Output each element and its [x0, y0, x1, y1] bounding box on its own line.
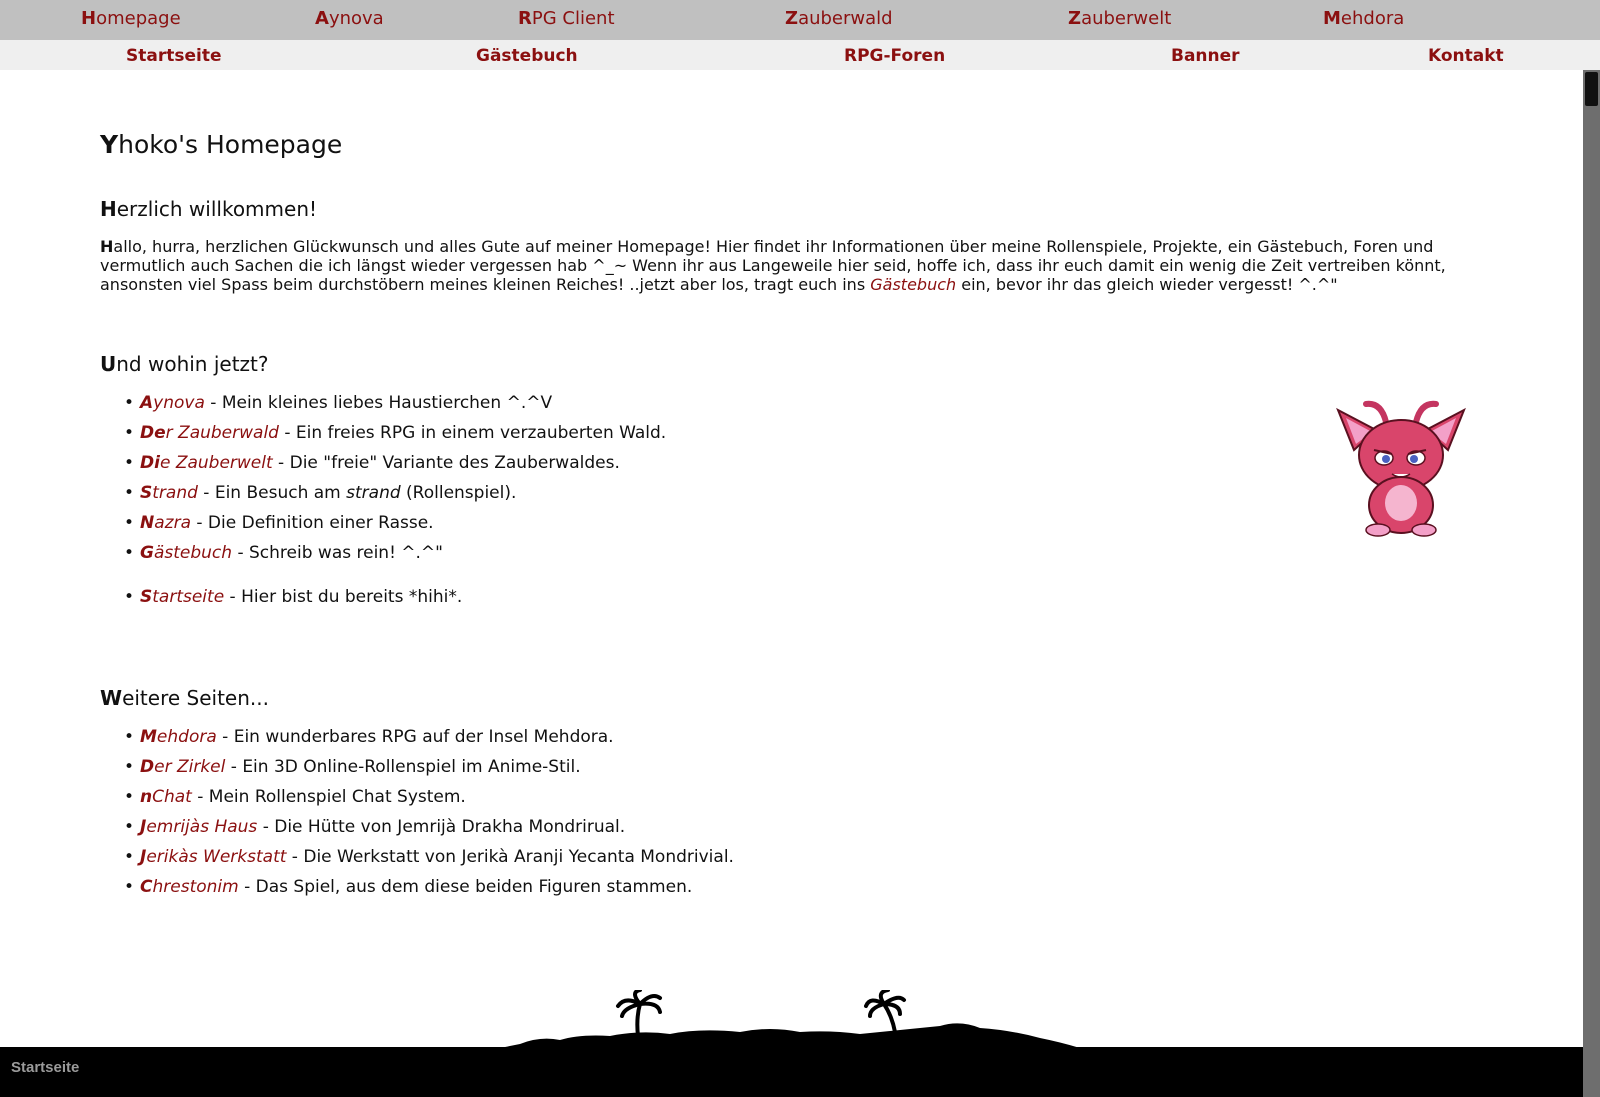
scrollbar[interactable]: [1583, 70, 1600, 1097]
top-nav-homepage[interactable]: Homepage: [81, 8, 181, 29]
list-item: • Die Zauberwelt - Die "freie" Variante des Zauberwaldes.: [124, 452, 1500, 474]
where-next-list: [124, 392, 1500, 608]
link-zauberwelt[interactable]: Die Zauberwelt: [140, 453, 273, 473]
link-gaestebuch[interactable]: Gästebuch: [140, 543, 233, 563]
top-nav-zauberwelt[interactable]: Zauberwelt: [1068, 8, 1172, 29]
sub-nav-banner[interactable]: Banner: [1171, 46, 1240, 66]
link-der-zirkel[interactable]: Der Zirkel: [140, 757, 226, 777]
list-item: • Mehdora - Ein wunderbares RPG auf der Insel Mehdora.: [124, 726, 1500, 748]
top-nav: [0, 0, 1600, 40]
island-silhouette: [500, 990, 1080, 1050]
list-item: • Chrestonim - Das Spiel, aus dem diese beiden Figuren stammen.: [124, 876, 1500, 898]
list-item: • Nazra - Die Definition einer Rasse.: [124, 512, 1500, 534]
sub-nav: [0, 40, 1600, 70]
sub-nav-gaestebuch[interactable]: Gästebuch: [476, 46, 578, 66]
list-item: • Jemrijàs Haus - Die Hütte von Jemrijà Drakha Mondrirual.: [124, 816, 1500, 838]
list-item: • Der Zauberwald - Ein freies RPG in einem verzauberten Wald.: [124, 422, 1500, 444]
list-item: • Startseite - Hier bist du bereits *hihi*.: [124, 586, 1500, 608]
link-nchat[interactable]: nChat: [140, 787, 192, 807]
link-jerikas-werkstatt[interactable]: Jerikàs Werkstatt: [140, 847, 287, 867]
guestbook-link[interactable]: Gästebuch: [870, 275, 957, 294]
list-item: • Gästebuch - Schreib was rein! ^.^": [124, 542, 1500, 564]
link-strand[interactable]: Strand: [140, 483, 198, 503]
link-startseite[interactable]: Startseite: [140, 587, 225, 607]
sub-nav-rpg-foren[interactable]: RPG-Foren: [844, 46, 946, 66]
link-mehdora[interactable]: Mehdora: [140, 727, 217, 747]
top-nav-mehdora[interactable]: Mehdora: [1323, 8, 1405, 29]
footer-bar: [0, 1047, 1583, 1097]
sub-nav-kontakt[interactable]: Kontakt: [1428, 46, 1504, 66]
top-nav-zauberwald[interactable]: Zauberwald: [785, 8, 893, 29]
more-pages-heading: Weitere Seiten...: [100, 686, 269, 710]
welcome-heading: Herzlich willkommen!: [100, 197, 318, 221]
top-nav-rpg-client[interactable]: RPG Client: [518, 8, 615, 29]
page-title: Yhoko's Homepage: [100, 130, 343, 159]
link-jemrijas-haus[interactable]: Jemrijàs Haus: [140, 817, 258, 837]
sub-nav-startseite[interactable]: Startseite: [126, 46, 222, 66]
link-zauberwald[interactable]: Der Zauberwald: [140, 423, 279, 443]
scrollbar-thumb[interactable]: [1585, 72, 1598, 106]
link-aynova[interactable]: Aynova: [140, 393, 205, 413]
pink-creature-mascot: [1336, 400, 1466, 540]
footer-startseite-link[interactable]: Startseite: [11, 1059, 80, 1076]
link-chrestonim[interactable]: Chrestonim: [140, 877, 239, 897]
list-item: • Strand - Ein Besuch am strand (Rollenspiel).: [124, 482, 1500, 504]
list-item: • Jerikàs Werkstatt - Die Werkstatt von Jerikà Aranji Yecanta Mondrivial.: [124, 846, 1500, 868]
more-pages-list: [124, 726, 1500, 898]
list-item: • nChat - Mein Rollenspiel Chat System.: [124, 786, 1500, 808]
where-next-heading: Und wohin jetzt?: [100, 352, 269, 376]
main-content: [100, 130, 1500, 906]
link-nazra[interactable]: Nazra: [140, 513, 191, 533]
list-item: • Der Zirkel - Ein 3D Online-Rollenspiel im Anime-Stil.: [124, 756, 1500, 778]
welcome-text: Hallo, hurra, herzlichen Glückwunsch und alles Gute auf meiner Homepage! Hier findet ihr Informationen über meine Rollenspiele, Projekte, ein Gästebuch, Foren und vermutlich auch Sachen die ich längst wieder vergessen hab ^_~ Wenn ihr aus Langeweile hier seid, hoffe ich, dass ihr euch damit ein wenig die Zeit vertreiben könnt, ansonsten viel Spass beim durchstöbern meines kleinen Reiches! ..jetzt aber los, tragt euch ins Gästebuch ein, bevor ihr das gleich wieder vergesst! ^.^": [100, 237, 1446, 294]
list-item: • Aynova - Mein kleines liebes Haustierchen ^.^V: [124, 392, 1500, 414]
top-nav-aynova[interactable]: Aynova: [315, 8, 384, 29]
